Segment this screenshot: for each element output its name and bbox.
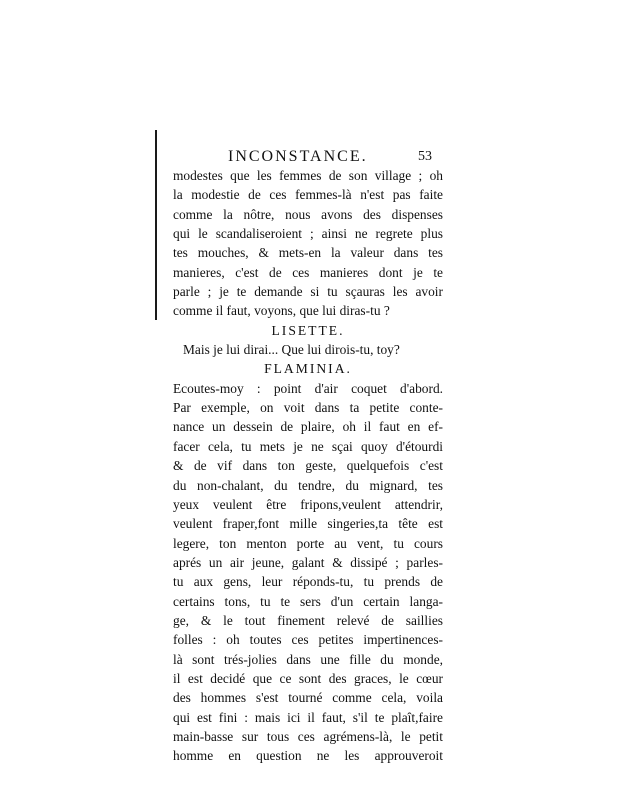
- page-header: [228, 146, 478, 168]
- running-head: INCONSTANCE.: [228, 148, 368, 165]
- text-block: [173, 166, 443, 766]
- text-line: ge, & le tout finement relevé de saillies: [173, 612, 443, 628]
- text-line: aprés un air jeune, galant & dissipé ; parles-: [173, 554, 443, 570]
- speaker-name-lisette: LISETTE.: [271, 322, 345, 338]
- text-line: comme la nôtre, nous avons des dispenses: [173, 206, 443, 222]
- text-line: des hommes s'est tourné comme cela, voila: [173, 690, 443, 706]
- text-line: manieres, c'est de ces manieres dont je te: [173, 264, 443, 280]
- text-line: qui le scandaliseroient ; ainsi ne regrete plus: [173, 226, 443, 242]
- text-line: tu aux gens, leur réponds-tu, tu prends de: [173, 574, 443, 590]
- text-line: legere, ton menton porte au vent, tu cours: [173, 535, 443, 551]
- text-line: nance un dessein de plaire, oh il faut en ef-: [173, 419, 443, 435]
- text-line: yeux veulent être fripons,veulent attendrir,: [173, 496, 443, 512]
- text-line: Mais je lui dirai... Que lui dirois-tu, toy?: [183, 342, 400, 358]
- speaker-name-flaminia: FLAMINIA.: [264, 361, 352, 377]
- text-line: il est decidé que ce sont des graces, le cœur: [173, 670, 443, 686]
- text-line: parle ; je te demande si tu sçauras les avoir: [173, 284, 443, 300]
- text-line: facer cela, tu mets je ne sçai quoy d'étourdi: [173, 438, 443, 454]
- text-line: homme en question ne les approuveroit: [173, 748, 443, 764]
- text-line: la modestie de ces femmes-là n'est pas faite: [173, 187, 443, 203]
- page-number: 53: [418, 149, 432, 164]
- text-line: Ecoutes-moy : point d'air coquet d'abord.: [173, 380, 443, 396]
- text-line: folles : oh toutes ces petites impertinences-: [173, 632, 443, 648]
- text-line: comme il faut, voyons, que lui diras-tu ?: [173, 303, 390, 319]
- text-line: du non-chalant, du tendre, du mignard, tes: [173, 477, 443, 493]
- margin-rule: [155, 130, 157, 320]
- text-line: qui est fini : mais ici il faut, s'il te plaît,faire: [173, 709, 443, 725]
- text-line: là sont trés-jolies dans une fille du monde,: [173, 651, 443, 667]
- text-line: tes mouches, & mets-en la valeur dans tes: [173, 245, 443, 261]
- text-line: veulent fraper,font mille singeries,ta tête est: [173, 516, 443, 532]
- text-line: modestes que les femmes de son village ; oh: [173, 168, 443, 183]
- text-line: & de vif dans ton geste, quelquefois c'est: [173, 458, 443, 474]
- text-line: Par exemple, on voit dans ta petite conte-: [173, 400, 443, 416]
- text-line: main-basse sur tous ces agrémens-là, le petit: [173, 728, 443, 744]
- text-line: certains tons, tu te sers d'un certain langa-: [173, 593, 443, 609]
